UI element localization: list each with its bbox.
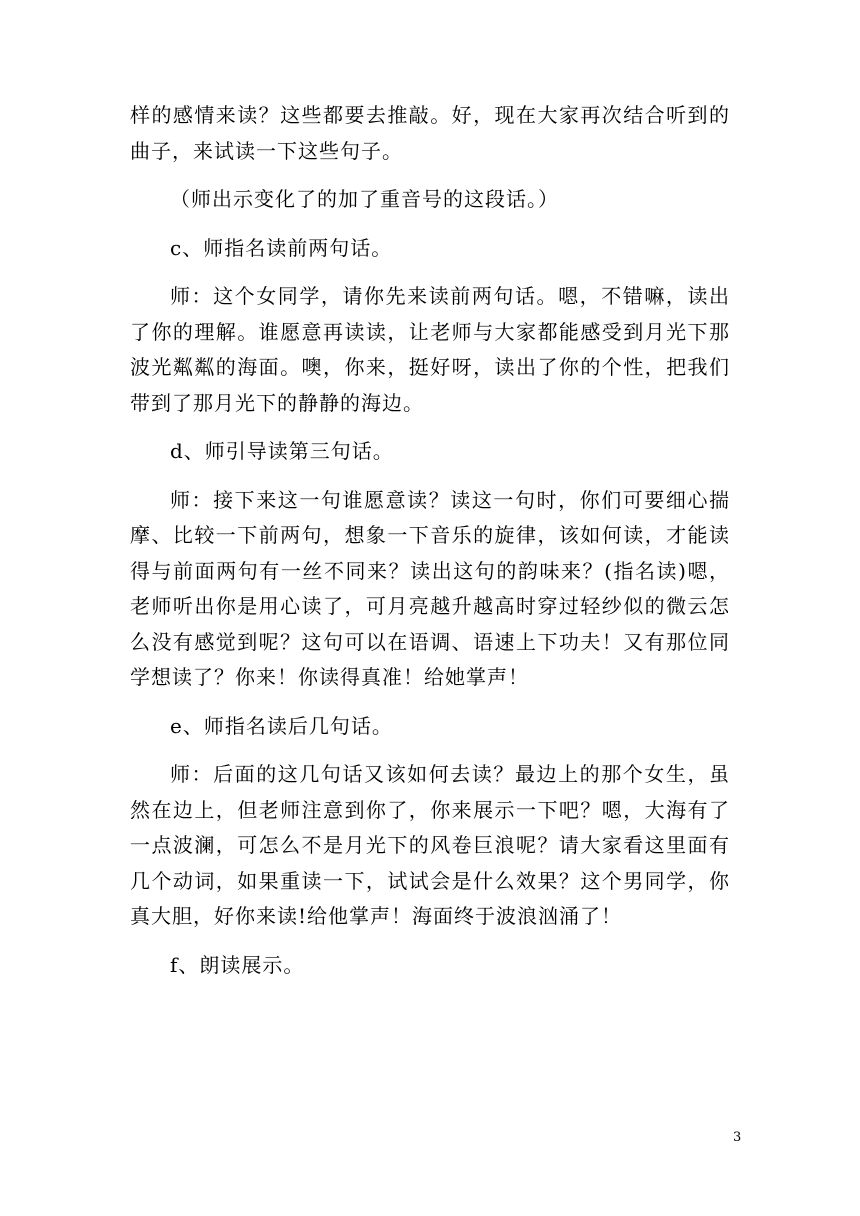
paragraph-teacher-e: 师：后面的这几句话又该如何去读？最边上的那个女生，虽然在边上，但老师注意到你了，你来展示一下吧？嗯，大海有了一点波澜，可怎么不是月光下的风卷巨浪呢？请大家看这里面有几个动词，如果重读一下，试试会是什么效果？这个男同学，你真大胆，好你来读!给他掌声！海面终于波浪汹涌了！ (130, 762, 730, 928)
paragraph-continuation: 样的感情来读？这些都要去推敲。好，现在大家再次结合听到的曲子，来试读一下这些句子。 (130, 103, 730, 163)
paragraph-step-f: f、朗读展示。 (170, 952, 305, 977)
paragraph-teacher-c: 师：这个女同学，请你先来读前两句话。嗯，不错嘛，读出了你的理解。谁愿意再读读，让老师与大家都能感受到月光下那波光粼粼的海面。噢，你来，挺好呀，读出了你的个性，把我们带到了那月光下的静静的海边。 (130, 284, 730, 415)
document-body (130, 98, 730, 996)
page-number: 3 (733, 1130, 742, 1145)
paragraph-step-d: d、师引导读第三句话。 (170, 439, 394, 463)
paragraph-step-e: e、师指名读后几句话。 (170, 713, 393, 738)
paragraph-step-c: c、师指名读前两句话。 (170, 235, 393, 260)
paragraph-teacher-d: 师：接下来这一句谁愿意读？读这一句时，你们可要细心揣摩、比较一下前两句，想象一下音乐的旋律，该如何读，才能读得与前面两句有一丝不同来？读出这句的韵味来？(指名读)嗯，老师听出你是用心读了，可月亮越升越高时穿过轻纱似的微云怎么没有感觉到呢？这句可以在语调、语速上下功夫！又有那位同学想读了？你来！你读得真准！给她掌声！ (130, 487, 730, 689)
paragraph-stage-direction: （师出示变化了的加了重音号的这段话。） (170, 187, 559, 211)
